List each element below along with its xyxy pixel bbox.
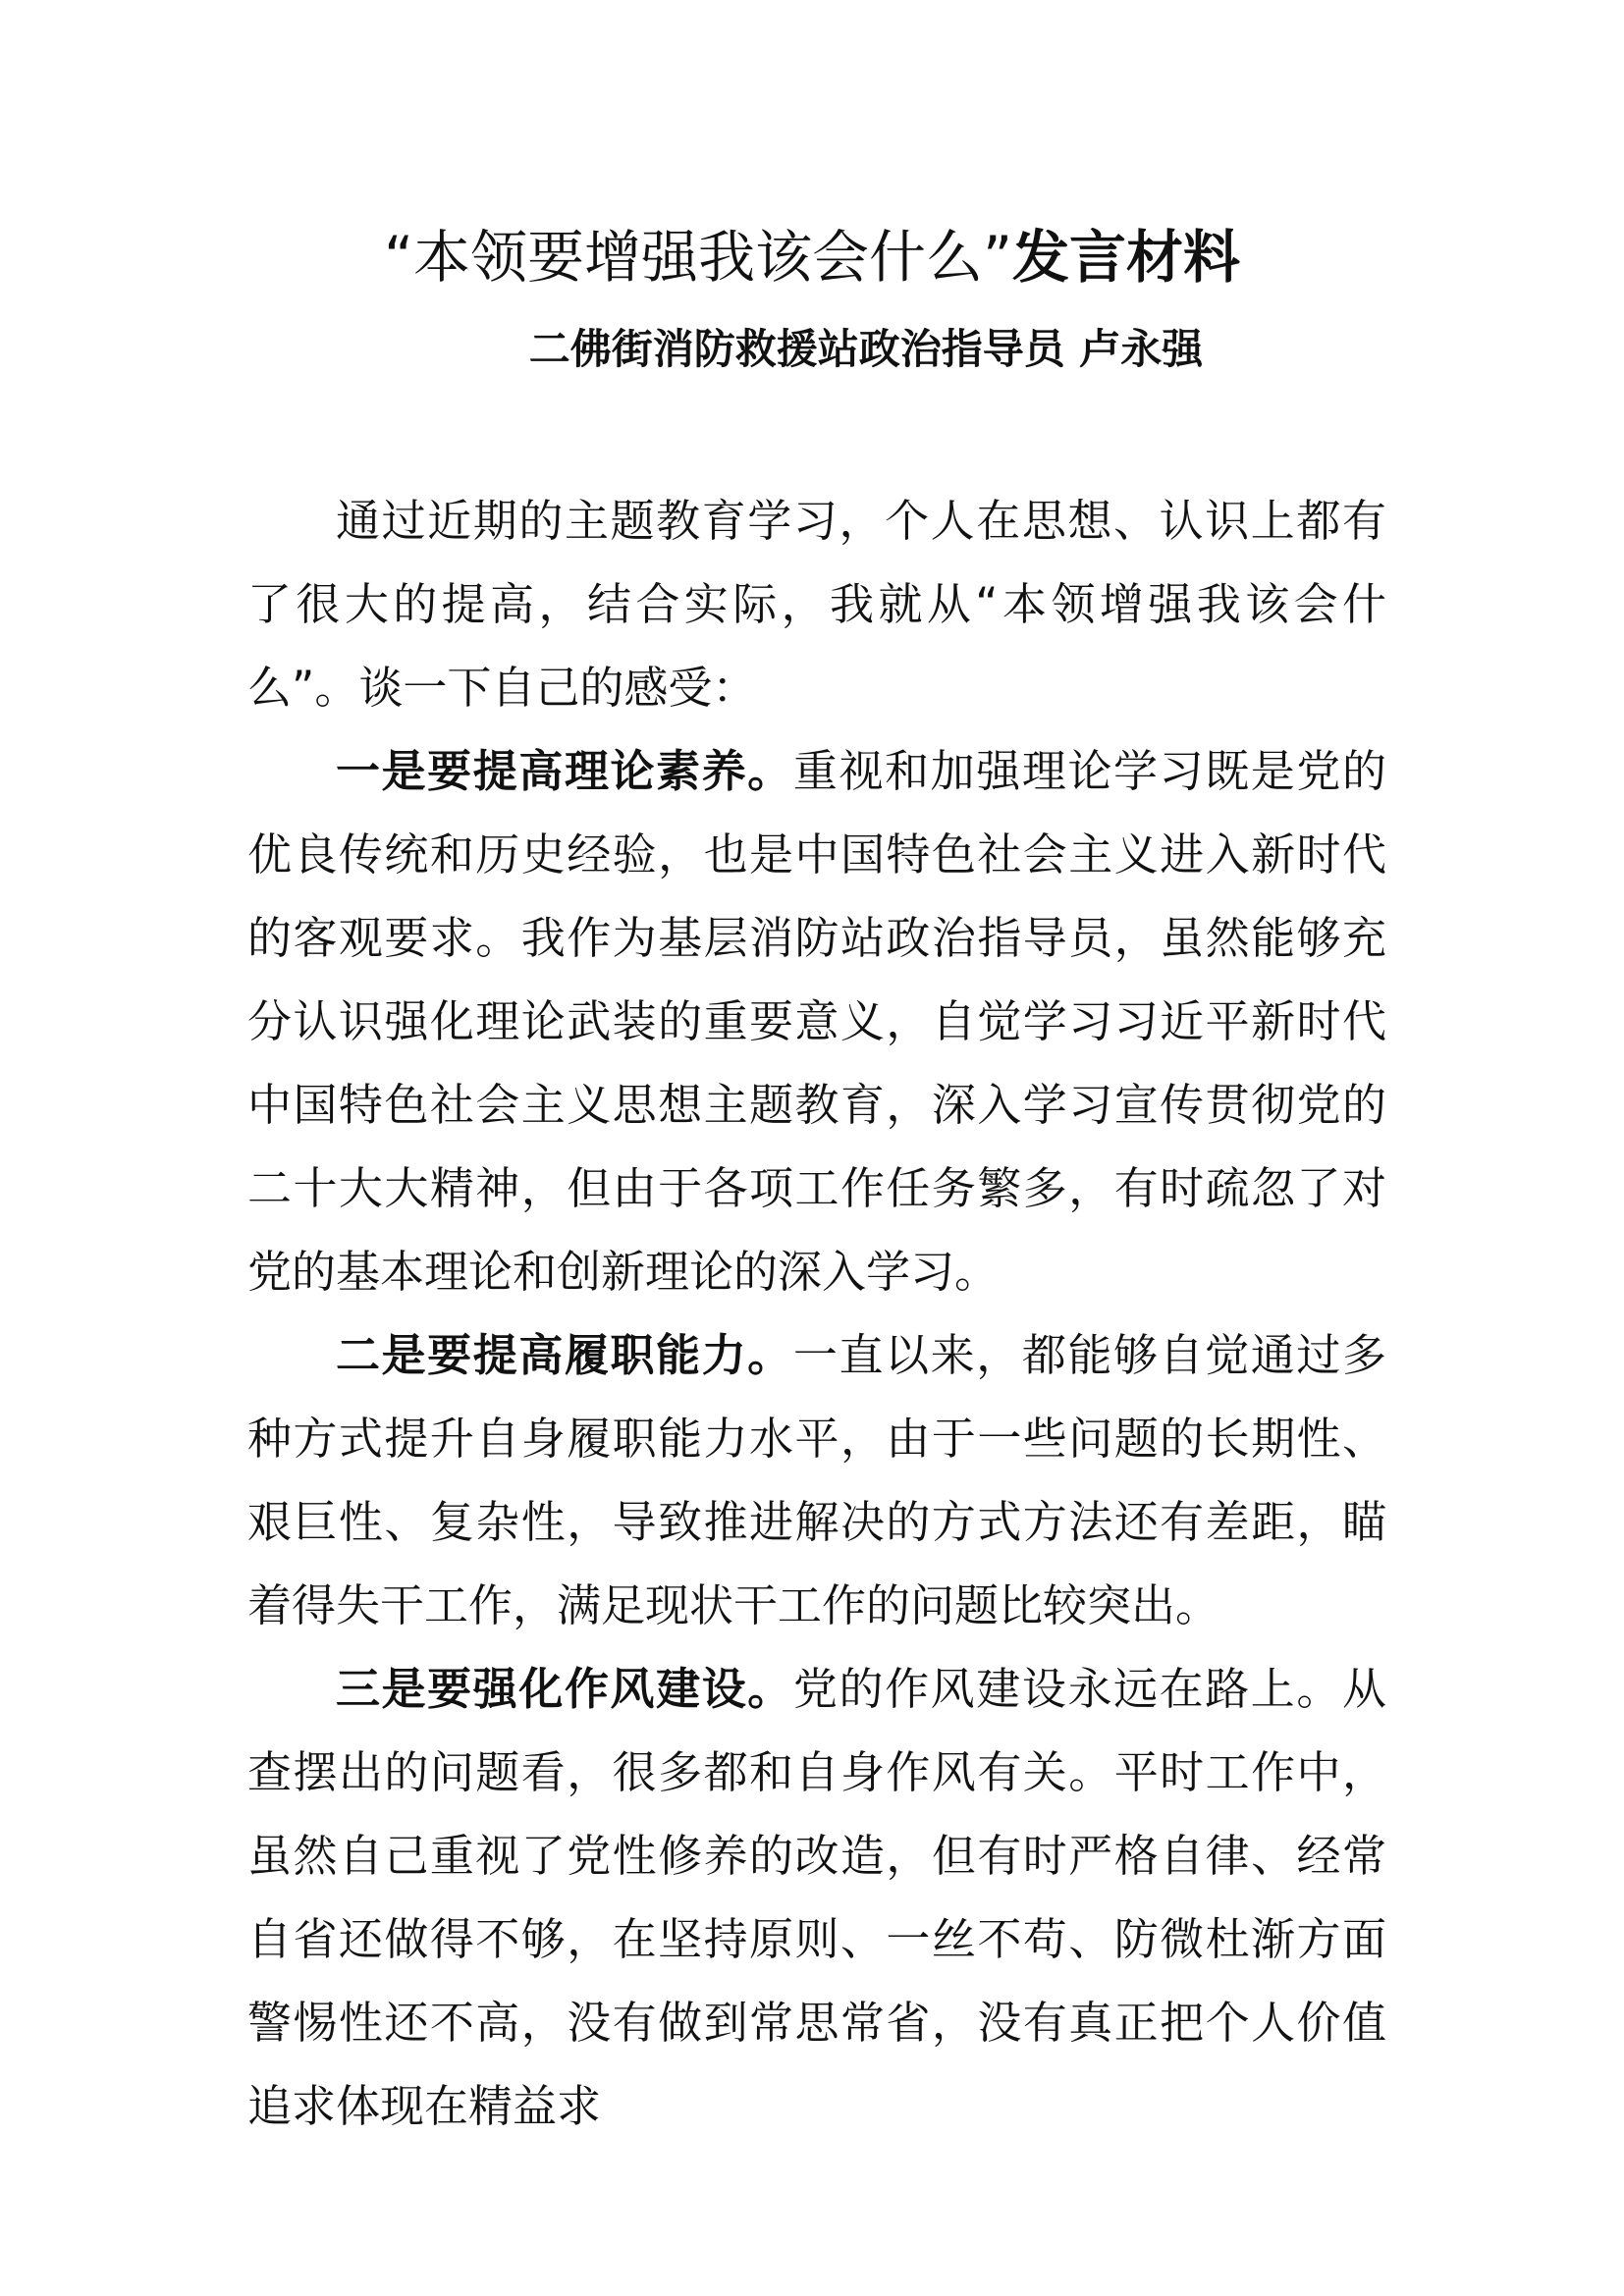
paragraph-text: 通过近期的主题教育学习，个人在思想、认识上都有了很大的提高，结合实际，我就从“本领增强我该会什么”。谈一下自己的感受：	[247, 495, 1386, 714]
document-title	[0, 218, 1624, 296]
paragraph-text: 党的作风建设永远在路上。从查摆出的问题看，很多都和自身作风有关。平时工作中，虽然自己重视了党性修养的改造，但有时严格自律、经常自省还做得不够，在坚持原则、一丝不苟、防微杜渐方面警惕性还不高，没有做到常思常省，没有真正把个人价值追求体现在精益求	[247, 1663, 1386, 2132]
paragraph-theory	[247, 729, 1386, 1313]
title-bold-part: 发言材料	[1012, 224, 1241, 291]
title-quoted-part: “本领要增强我该会什么”	[383, 224, 1013, 291]
paragraph-lead: 一是要提高理论素养。	[336, 745, 793, 797]
paragraph-text: 一直以来，都能够自觉通过多种方式提升自身履职能力水平，由于一些问题的长期性、艰巨性、复杂性，导致推进解决的方式方法还有差距，瞄着得失干工作，满足现状干工作的问题比较突出。	[247, 1329, 1386, 1631]
author-line: 二佛街消防救援站政治指导员 卢永强	[528, 325, 1204, 373]
paragraph-lead: 二是要提高履职能力。	[336, 1329, 793, 1381]
paragraph-intro	[247, 479, 1386, 729]
paragraph-text: 重视和加强理论学习既是党的优良传统和历史经验，也是中国特色社会主义进入新时代的客观要求。我作为基层消防站政治指导员，虽然能够充分认识强化理论武装的重要意义，自觉学习习近平新时代中国特色社会主义思想主题教育，深入学习宣传贯彻党的二十大大精神，但由于各项工作任务繁多，有时疏忽了对党的基本理论和创新理论的深入学习。	[247, 745, 1386, 1298]
paragraph-lead: 三是要强化作风建设。	[336, 1663, 793, 1715]
paragraph-style	[247, 1647, 1386, 2148]
document-body	[247, 479, 1386, 2148]
paragraph-ability	[247, 1313, 1386, 1647]
